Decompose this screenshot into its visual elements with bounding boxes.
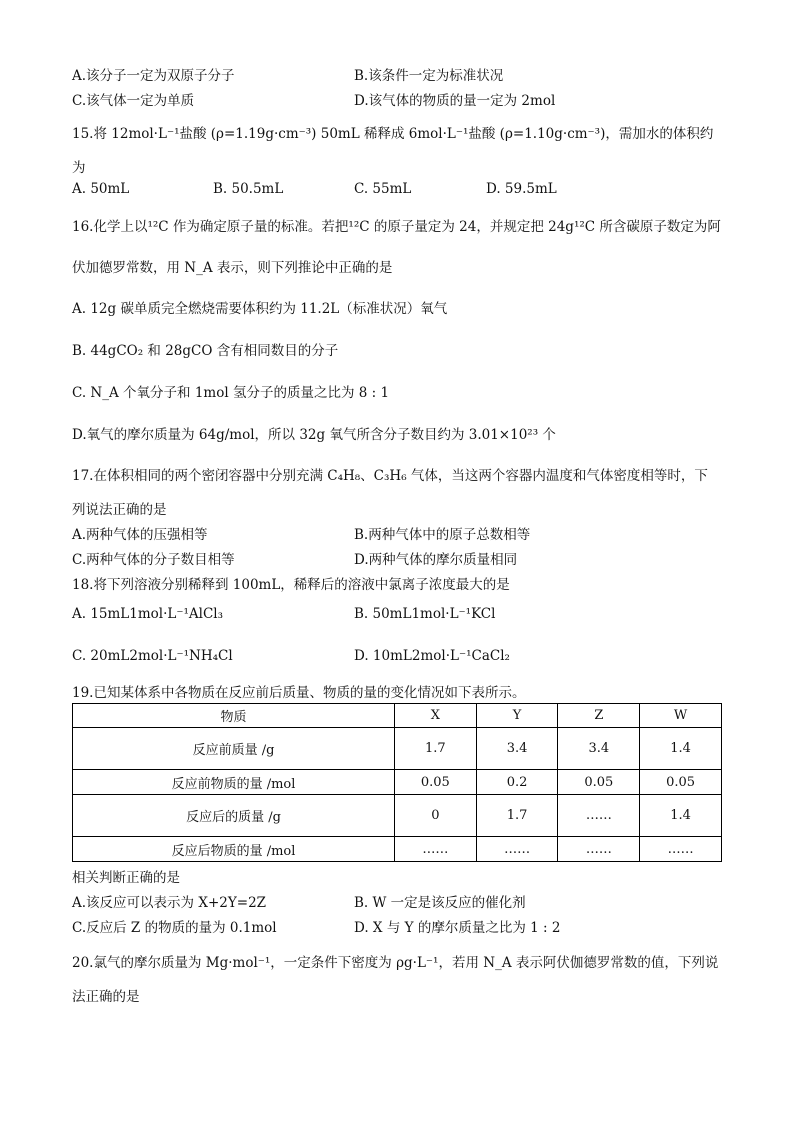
table-row (73, 837, 722, 862)
q14-option-d: D.该气体的物质的量一定为 2mol (354, 93, 556, 109)
q14-option-c: C.该气体一定为单质 (72, 93, 195, 109)
q16-stem-line2: 伏加德罗常数，用 N_A 表示，则下列推论中正确的是 (72, 260, 393, 276)
table-header-cell: W (640, 704, 722, 728)
q19-table (72, 703, 722, 862)
table-cell: 0.05 (394, 770, 476, 795)
q17-option-c: C.两种气体的分子数目相等 (72, 552, 235, 568)
table-cell: …… (558, 837, 640, 862)
table-header-cell: Y (476, 704, 558, 728)
table-cell: …… (640, 837, 722, 862)
table-cell: 1.7 (394, 728, 476, 770)
table-cell: 0.05 (640, 770, 722, 795)
q17-stem-line2: 列说法正确的是 (72, 502, 167, 518)
q18-stem: 18.将下列溶液分别稀释到 100mL，稀释后的溶液中氯离子浓度最大的是 (72, 577, 510, 593)
table-cell: 0 (394, 795, 476, 837)
q18-option-d: D. 10mL2mol·L⁻¹CaCl₂ (354, 648, 510, 664)
table-row (73, 770, 722, 795)
q15-option-b: B. 50.5mL (213, 181, 284, 197)
q19-option-c: C.反应后 Z 的物质的量为 0.1mol (72, 920, 277, 936)
table-cell: …… (558, 795, 640, 837)
table-cell: 反应后的质量 /g (73, 795, 395, 837)
table-header-cell: 物质 (73, 704, 395, 728)
table-header-cell: X (394, 704, 476, 728)
q17-stem-line1: 17.在体积相同的两个密闭容器中分别充满 C₄H₈、C₃H₆ 气体，当这两个容器内温度和气体密度相等时，下 (72, 468, 708, 484)
table-cell: 3.4 (558, 728, 640, 770)
q17-option-b: B.两种气体中的原子总数相等 (354, 527, 531, 543)
q15-stem-line2: 为 (72, 160, 86, 176)
table-cell: 0.05 (558, 770, 640, 795)
table-cell: 反应前物质的量 /mol (73, 770, 395, 795)
table-header-cell: Z (558, 704, 640, 728)
q16-option-c: C. N_A 个氧分子和 1mol 氢分子的质量之比为 8 : 1 (72, 385, 390, 401)
q18-option-b: B. 50mL1mol·L⁻¹KCl (354, 606, 496, 622)
q15-option-a: A. 50mL (72, 181, 130, 197)
q18-option-a: A. 15mL1mol·L⁻¹AlCl₃ (72, 606, 224, 622)
q15-stem-line1: 15.将 12mol·L⁻¹盐酸 (ρ=1.19g·cm⁻³) 50mL 稀释成 6mol·L⁻¹盐酸 (ρ=1.10g·cm⁻³)，需加水的体积约 (72, 126, 714, 142)
q19-option-b: B. W 一定是该反应的催化剂 (354, 895, 526, 911)
q17-option-a: A.两种气体的压强相等 (72, 527, 208, 543)
q20-stem-line2: 法正确的是 (72, 989, 140, 1005)
table-cell: 反应前质量 /g (73, 728, 395, 770)
table-row (73, 728, 722, 770)
q19-stem: 19.已知某体系中各物质在反应前后质量、物质的量的变化情况如下表所示。 (72, 685, 526, 701)
q14-option-a: A.该分子一定为双原子分子 (72, 68, 235, 84)
table-row (73, 795, 722, 837)
q19-after-text: 相关判断正确的是 (72, 870, 180, 886)
q15-option-d: D. 59.5mL (486, 181, 557, 197)
q19-option-a: A.该反应可以表示为 X+2Y=2Z (72, 895, 267, 911)
q17-option-d: D.两种气体的摩尔质量相同 (354, 552, 518, 568)
q16-option-d: D.氧气的摩尔质量为 64g/mol，所以 32g 氧气所含分子数目约为 3.01×10²³ 个 (72, 427, 556, 443)
table-cell: …… (394, 837, 476, 862)
q16-option-a: A. 12g 碳单质完全燃烧需要体积约为 11.2L（标准状况）氧气 (72, 301, 448, 317)
table-cell: 1.4 (640, 728, 722, 770)
q16-option-b: B. 44gCO₂ 和 28gCO 含有相同数目的分子 (72, 343, 339, 359)
q15-option-c: C. 55mL (354, 181, 412, 197)
table-cell: 反应后物质的量 /mol (73, 837, 395, 862)
table-cell: 0.2 (476, 770, 558, 795)
table-cell: 1.4 (640, 795, 722, 837)
table-cell: …… (476, 837, 558, 862)
table-header-row (73, 704, 722, 728)
q20-stem-line1: 20.氯气的摩尔质量为 Mg·mol⁻¹，一定条件下密度为 ρg·L⁻¹，若用 N_A 表示阿伏伽德罗常数的值，下列说 (72, 955, 719, 971)
table-cell: 3.4 (476, 728, 558, 770)
q14-option-b: B.该条件一定为标准状况 (354, 68, 504, 84)
q18-option-c: C. 20mL2mol·L⁻¹NH₄Cl (72, 648, 233, 664)
q16-stem-line1: 16.化学上以¹²C 作为确定原子量的标准。若把¹²C 的原子量定为 24，并规定把 24g¹²C 所含碳原子数定为阿 (72, 219, 721, 235)
table-cell: 1.7 (476, 795, 558, 837)
q19-option-d: D. X 与 Y 的摩尔质量之比为 1 : 2 (354, 920, 561, 936)
